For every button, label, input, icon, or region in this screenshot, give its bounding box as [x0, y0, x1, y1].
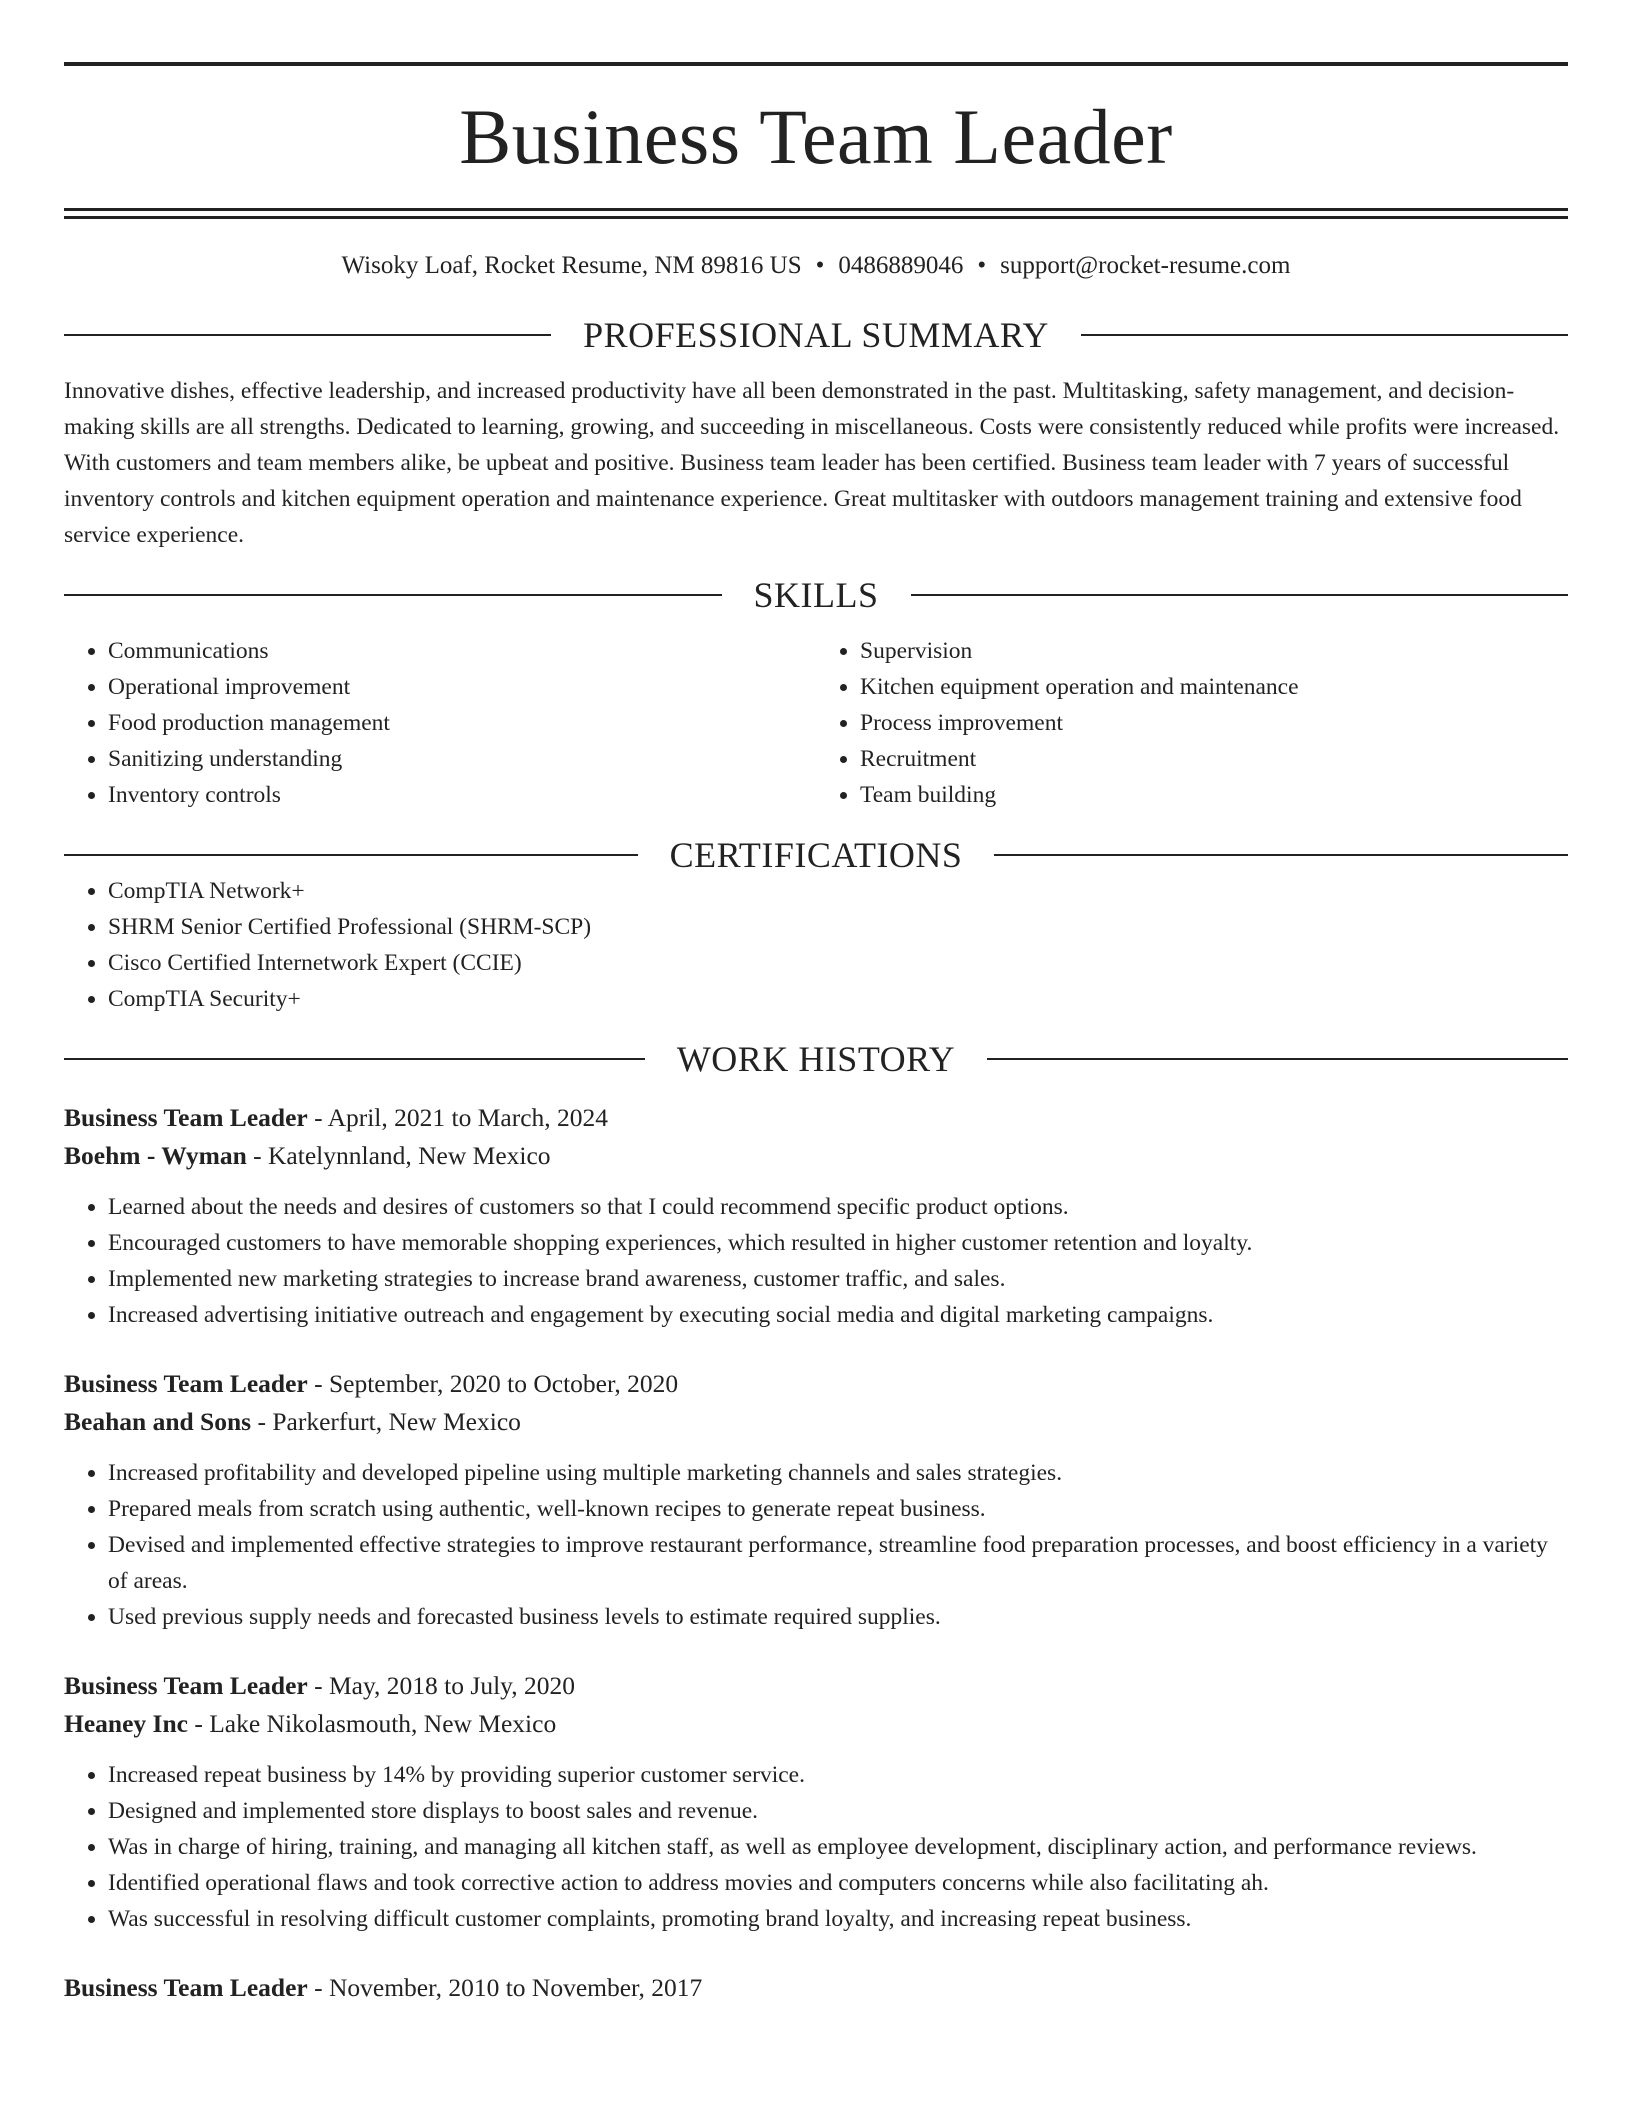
summary-title: PROFESSIONAL SUMMARY — [583, 315, 1049, 355]
job-role: Business Team Leader — [64, 1973, 308, 2002]
skill-item: • Sanitizing understanding — [108, 741, 816, 777]
skill-item: • Operational improvement — [108, 669, 816, 705]
job-bullet: • Increased repeat business by 14% by providing superior customer service. — [108, 1757, 1568, 1793]
heading-rule-left — [64, 594, 722, 596]
job-bullet: • Learned about the needs and desires of customers so that I could recommend specific product options. — [108, 1189, 1568, 1225]
job-bullet: • Implemented new marketing strategies to increase brand awareness, customer traffic, and sales. — [108, 1261, 1568, 1297]
job-entry — [64, 1365, 1568, 1635]
certification-item: • Cisco Certified Internetwork Expert (CCIE) — [108, 945, 1568, 981]
skill-item: • Supervision — [860, 633, 1568, 669]
heading-rule-right — [911, 594, 1569, 596]
certifications-list — [64, 873, 1568, 1017]
job-entry — [64, 1099, 1568, 1333]
job-role: Business Team Leader — [64, 1369, 308, 1398]
job-role: Business Team Leader — [64, 1671, 308, 1700]
dash: - — [307, 1973, 329, 2002]
job-role-line — [64, 1969, 1568, 2007]
job-dates: May, 2018 to July, 2020 — [328, 1671, 575, 1700]
dash: - — [246, 1141, 269, 1170]
skill-item: • Process improvement — [860, 705, 1568, 741]
heading-rule-right — [987, 1058, 1568, 1060]
certification-item: • SHRM Senior Certified Professional (SHRM-SCP) — [108, 909, 1568, 945]
summary-heading — [64, 317, 1568, 353]
skill-item: • Communications — [108, 633, 816, 669]
certification-item: • CompTIA Network+ — [108, 873, 1568, 909]
job-bullet: • Increased profitability and developed pipeline using multiple marketing channels and sales strategies. — [108, 1455, 1568, 1491]
summary-text: Innovative dishes, effective leadership, and increased productivity have all been demonstrated in the past. Multitasking, safety management, and decision-making skills are all strengths. Dedicated to learning, growing, and succeeding in miscellaneous. Costs were consistently reduced while profits were increased. With customers and team members alike, be upbeat and positive. Business team leader has been certified. Business team leader with 7 years of successful inventory controls and kitchen equipment operation and maintenance experience. Great multitasker with outdoors management training and extensive food service experience. — [64, 378, 1560, 548]
job-bullets — [64, 1189, 1568, 1333]
job-company-line — [64, 1137, 1568, 1175]
heading-rule-left — [64, 854, 638, 856]
job-bullet: • Was in charge of hiring, training, and managing all kitchen staff, as well as employee development, disciplinary action, and performance reviews. — [108, 1829, 1568, 1865]
contact-address: Wisoky Loaf, Rocket Resume, NM 89816 US — [341, 252, 802, 279]
job-dates: September, 2020 to October, 2020 — [328, 1369, 679, 1398]
dash: - — [307, 1671, 329, 1700]
job-bullets — [64, 1757, 1568, 1937]
skills-heading — [64, 577, 1568, 613]
work-history-heading — [64, 1041, 1568, 1077]
skills-grid — [64, 633, 1568, 813]
skill-item: • Inventory controls — [108, 777, 816, 813]
certification-item: • CompTIA Security+ — [108, 981, 1568, 1017]
contact-phone: 0486889046 — [838, 252, 964, 279]
dash: - — [187, 1709, 210, 1738]
skills-list-left — [64, 633, 816, 813]
job-bullet: • Designed and implemented store displays to boost sales and revenue. — [108, 1793, 1568, 1829]
job-location: Lake Nikolasmouth, New Mexico — [209, 1709, 557, 1738]
double-rule — [64, 208, 1568, 219]
job-role-line — [64, 1099, 1568, 1137]
work-history-title: WORK HISTORY — [676, 1039, 956, 1079]
heading-rule-left — [64, 334, 551, 336]
job-bullet: • Increased advertising initiative outreach and engagement by executing social media and digital marketing campaigns. — [108, 1297, 1568, 1333]
job-role-line — [64, 1365, 1568, 1403]
dash: - — [307, 1369, 329, 1398]
skill-item: • Kitchen equipment operation and maintenance — [860, 669, 1568, 705]
job-entry — [64, 1667, 1568, 1937]
job-bullet: • Used previous supply needs and forecasted business levels to estimate required supplies. — [108, 1599, 1568, 1635]
contact-email: support@rocket-resume.com — [1000, 252, 1291, 279]
contact-separator: • — [977, 252, 987, 279]
top-rule — [64, 62, 1568, 66]
certifications-heading — [64, 837, 1568, 873]
heading-rule-left — [64, 1058, 645, 1060]
skills-title: SKILLS — [753, 575, 879, 615]
certifications-title: CERTIFICATIONS — [669, 835, 963, 875]
job-role: Business Team Leader — [64, 1103, 308, 1132]
job-company-line — [64, 1403, 1568, 1441]
heading-rule-right — [1081, 334, 1568, 336]
skill-item: • Food production management — [108, 705, 816, 741]
job-role-line — [64, 1667, 1568, 1705]
job-bullet: • Devised and implemented effective strategies to improve restaurant performance, streamline food preparation processes, and boost efficiency in a variety of areas. — [108, 1527, 1568, 1599]
skill-item: • Team building — [860, 777, 1568, 813]
job-bullet: • Encouraged customers to have memorable shopping experiences, which resulted in higher customer retention and loyalty. — [108, 1225, 1568, 1261]
job-company: Boehm - Wyman — [64, 1141, 247, 1170]
skill-item: • Recruitment — [860, 741, 1568, 777]
job-dates: April, 2021 to March, 2024 — [327, 1103, 609, 1132]
job-location: Katelynnland, New Mexico — [268, 1141, 551, 1170]
heading-rule-right — [994, 854, 1568, 856]
job-company: Heaney Inc — [64, 1709, 188, 1738]
job-bullets — [64, 1455, 1568, 1635]
skills-list-right — [816, 633, 1568, 813]
job-dates: November, 2010 to November, 2017 — [328, 1973, 703, 2002]
job-entry — [64, 1969, 1568, 2007]
dash: - — [307, 1103, 328, 1132]
contact-line — [64, 251, 1568, 281]
resume-title: Business Team Leader — [459, 93, 1173, 180]
job-bullet: • Prepared meals from scratch using authentic, well-known recipes to generate repeat business. — [108, 1491, 1568, 1527]
job-bullet: • Was successful in resolving difficult customer complaints, promoting brand loyalty, and increasing repeat business. — [108, 1901, 1568, 1937]
job-company-line — [64, 1705, 1568, 1743]
dash: - — [251, 1407, 273, 1436]
job-location: Parkerfurt, New Mexico — [272, 1407, 521, 1436]
job-company: Beahan and Sons — [64, 1407, 252, 1436]
contact-separator: • — [815, 252, 825, 279]
job-bullet: • Identified operational flaws and took corrective action to address movies and computers concerns while also facilitating ah. — [108, 1865, 1568, 1901]
